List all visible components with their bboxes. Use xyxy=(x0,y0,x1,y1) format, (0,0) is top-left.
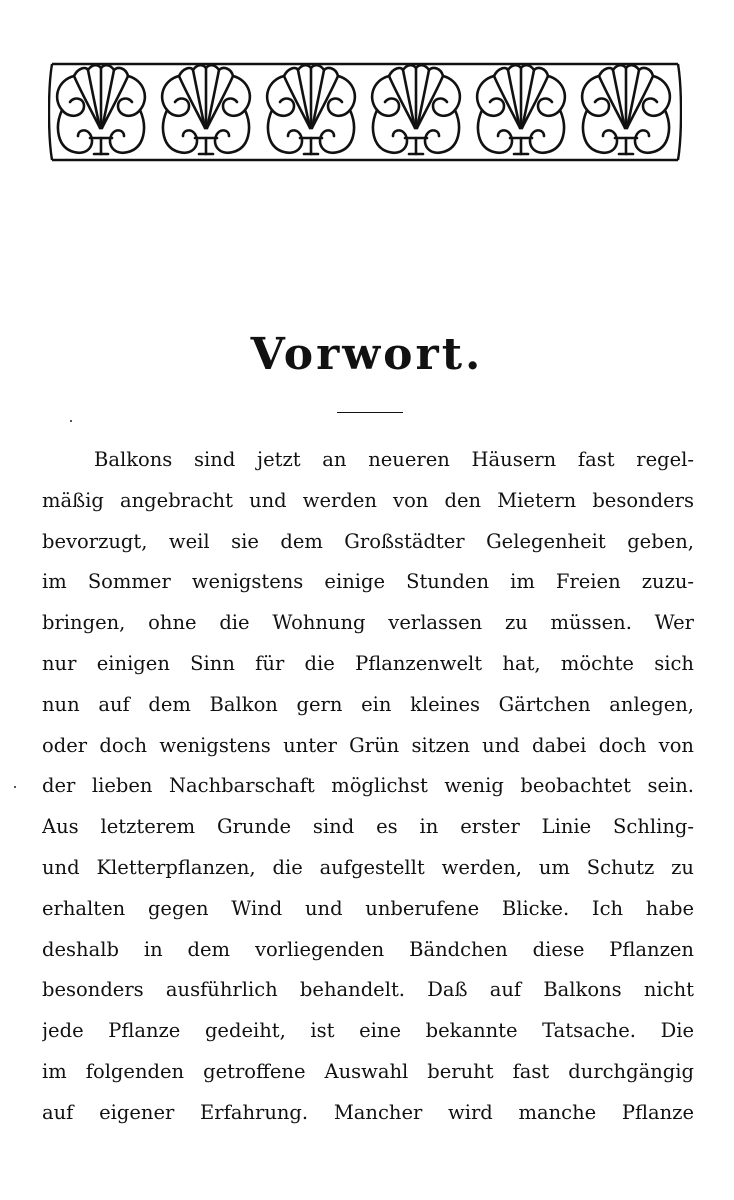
text-line: oder doch wenigstens unter Grün sitzen und dabei doch von xyxy=(42,733,694,757)
print-speck xyxy=(14,786,16,788)
text-line: deshalb in dem vorliegenden Bändchen diese Pflanzen xyxy=(42,937,694,961)
print-speck xyxy=(70,420,72,422)
text-line: erhalten gegen Wind und unberufene Blicke. Ich habe xyxy=(42,896,694,920)
text-line: der lieben Nachbarschaft möglichst wenig beobachtet sein. xyxy=(42,774,694,798)
title-divider xyxy=(337,412,403,413)
text-line: mäßig angebracht und werden von den Mietern besonders xyxy=(42,488,694,512)
text-line: Aus letzterem Grunde sind es in erster Linie Schling- xyxy=(42,815,694,839)
text-line: jede Pflanze gedeiht, ist eine bekannte Tatsache. Die xyxy=(42,1019,694,1043)
text-line: besonders ausführlich behandelt. Daß auf Balkons nicht xyxy=(42,978,694,1002)
text-line: Balkons sind jetzt an neueren Häusern fast regel- xyxy=(94,448,694,471)
page-title: Vorwort. xyxy=(250,329,484,380)
text-line: auf eigener Erfahrung. Mancher wird manche Pflanze xyxy=(42,1100,694,1124)
text-line: nur einigen Sinn für die Pflanzenwelt hat, möchte sich xyxy=(42,651,694,675)
text-line: im Sommer wenigstens einige Stunden im Freien zuzu- xyxy=(42,570,694,594)
ornament-border-icon xyxy=(48,58,682,166)
text-line: bevorzugt, weil sie dem Großstädter Gelegenheit geben, xyxy=(42,529,694,553)
text-line: nun auf dem Balkon gern ein kleines Gärtchen anlegen, xyxy=(42,692,694,716)
text-line: bringen, ohne die Wohnung verlassen zu müssen. Wer xyxy=(42,611,694,635)
preface-text xyxy=(42,440,694,1134)
text-line: im folgenden getroffene Auswahl beruht fast durchgängig xyxy=(42,1059,694,1083)
text-line: und Kletterpflanzen, die aufgestellt werden, um Schutz zu xyxy=(42,855,694,879)
